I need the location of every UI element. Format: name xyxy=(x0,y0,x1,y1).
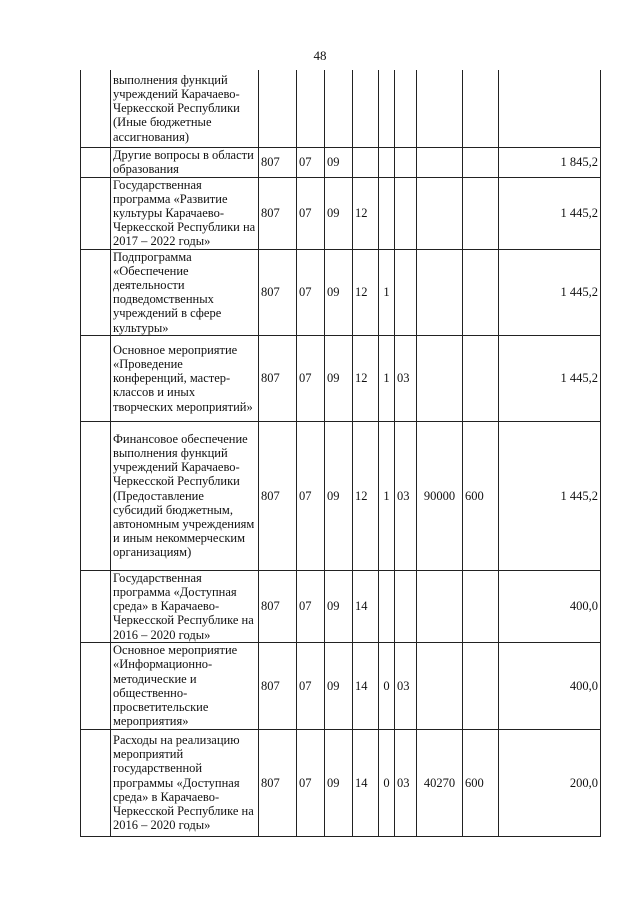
program-code: 12 xyxy=(353,177,379,249)
section-code: 07 xyxy=(297,335,325,421)
table-row xyxy=(81,642,601,729)
blank-cell xyxy=(81,70,111,147)
section-code: 07 xyxy=(297,147,325,177)
ministry-code: 807 xyxy=(259,335,297,421)
program-code: 12 xyxy=(353,421,379,570)
blank-cell xyxy=(81,249,111,335)
direction-code xyxy=(417,147,463,177)
expense-type-code xyxy=(463,147,499,177)
activity-code xyxy=(395,570,417,642)
direction-code: 40270 xyxy=(417,729,463,836)
ministry-code: 807 xyxy=(259,177,297,249)
section-code: 07 xyxy=(297,177,325,249)
subprogram-code: 0 xyxy=(379,642,395,729)
activity-code: 03 xyxy=(395,729,417,836)
blank-cell xyxy=(81,177,111,249)
subprogram-code xyxy=(379,147,395,177)
blank-cell xyxy=(81,729,111,836)
blank-cell xyxy=(81,147,111,177)
section-code: 07 xyxy=(297,570,325,642)
subsection-code: 09 xyxy=(325,570,353,642)
program-code xyxy=(353,147,379,177)
direction-code xyxy=(417,642,463,729)
expense-type-code: 600 xyxy=(463,729,499,836)
amount xyxy=(499,70,601,147)
blank-cell xyxy=(81,642,111,729)
expense-type-code xyxy=(463,177,499,249)
table-row xyxy=(81,729,601,836)
item-name: Подпрограмма «Обеспечение деятельности подведомственных учреждений в сфере культуры» xyxy=(111,249,259,335)
table-row xyxy=(81,570,601,642)
subprogram-code: 1 xyxy=(379,249,395,335)
direction-code: 90000 xyxy=(417,421,463,570)
amount: 1 845,2 xyxy=(499,147,601,177)
table-row xyxy=(81,70,601,147)
expense-type-code xyxy=(463,335,499,421)
section-code: 07 xyxy=(297,249,325,335)
direction-code xyxy=(417,570,463,642)
ministry-code: 807 xyxy=(259,147,297,177)
ministry-code: 807 xyxy=(259,421,297,570)
ministry-code xyxy=(259,70,297,147)
program-code: 14 xyxy=(353,729,379,836)
subprogram-code: 1 xyxy=(379,335,395,421)
section-code: 07 xyxy=(297,642,325,729)
table-row xyxy=(81,335,601,421)
ministry-code: 807 xyxy=(259,570,297,642)
table-row xyxy=(81,177,601,249)
budget-table xyxy=(80,70,601,837)
subsection-code: 09 xyxy=(325,147,353,177)
ministry-code: 807 xyxy=(259,249,297,335)
page-number: 48 xyxy=(313,48,327,63)
subsection-code: 09 xyxy=(325,335,353,421)
program-code: 12 xyxy=(353,335,379,421)
table-row xyxy=(81,249,601,335)
subsection-code: 09 xyxy=(325,177,353,249)
table-row xyxy=(81,421,601,570)
amount: 1 445,2 xyxy=(499,335,601,421)
section-code: 07 xyxy=(297,729,325,836)
item-name: выполнения функций учреждений Карачаево-Черкесской Республики (Иные бюджетные ассигнования) xyxy=(111,70,259,147)
subsection-code: 09 xyxy=(325,729,353,836)
ministry-code: 807 xyxy=(259,642,297,729)
subsection-code: 09 xyxy=(325,642,353,729)
expense-type-code xyxy=(463,642,499,729)
expense-type-code xyxy=(463,570,499,642)
amount: 400,0 xyxy=(499,642,601,729)
direction-code xyxy=(417,70,463,147)
item-name: Государственная программа «Доступная среда» в Карачаево-Черкесской Республике на 2016 – 2020 годы» xyxy=(111,570,259,642)
amount: 1 445,2 xyxy=(499,177,601,249)
subprogram-code xyxy=(379,70,395,147)
activity-code xyxy=(395,177,417,249)
expense-type-code xyxy=(463,249,499,335)
item-name: Расходы на реализацию мероприятий государственной программы «Доступная среда» в Карачаево-Черкесской Республике на 2016 – 2020 годы» xyxy=(111,729,259,836)
program-code: 14 xyxy=(353,642,379,729)
amount: 1 445,2 xyxy=(499,421,601,570)
subprogram-code xyxy=(379,177,395,249)
item-name: Финансовое обеспечение выполнения функций учреждений Карачаево-Черкесской Республики (Предоставление субсидий бюджетным, автономным учреждениям и иным некоммерческим организациям) xyxy=(111,421,259,570)
section-code xyxy=(297,70,325,147)
blank-cell xyxy=(81,570,111,642)
ministry-code: 807 xyxy=(259,729,297,836)
subprogram-code: 1 xyxy=(379,421,395,570)
expense-type-code xyxy=(463,70,499,147)
direction-code xyxy=(417,335,463,421)
subsection-code: 09 xyxy=(325,421,353,570)
section-code: 07 xyxy=(297,421,325,570)
item-name: Основное мероприятие «Проведение конференций, мастер-классов и иных творческих мероприятий» xyxy=(111,335,259,421)
activity-code xyxy=(395,249,417,335)
activity-code: 03 xyxy=(395,642,417,729)
subsection-code xyxy=(325,70,353,147)
item-name: Основное мероприятие «Информационно-методические и общественно-просветительские мероприятия» xyxy=(111,642,259,729)
item-name: Другие вопросы в области образования xyxy=(111,147,259,177)
program-code: 12 xyxy=(353,249,379,335)
activity-code: 03 xyxy=(395,335,417,421)
amount: 1 445,2 xyxy=(499,249,601,335)
subprogram-code: 0 xyxy=(379,729,395,836)
blank-cell xyxy=(81,335,111,421)
activity-code xyxy=(395,147,417,177)
expense-type-code: 600 xyxy=(463,421,499,570)
program-code xyxy=(353,70,379,147)
activity-code: 03 xyxy=(395,421,417,570)
subprogram-code xyxy=(379,570,395,642)
program-code: 14 xyxy=(353,570,379,642)
activity-code xyxy=(395,70,417,147)
direction-code xyxy=(417,177,463,249)
table-row xyxy=(81,147,601,177)
blank-cell xyxy=(81,421,111,570)
amount: 200,0 xyxy=(499,729,601,836)
direction-code xyxy=(417,249,463,335)
subsection-code: 09 xyxy=(325,249,353,335)
amount: 400,0 xyxy=(499,570,601,642)
item-name: Государственная программа «Развитие культуры Карачаево-Черкесской Республики на 2017 – 2022 годы» xyxy=(111,177,259,249)
